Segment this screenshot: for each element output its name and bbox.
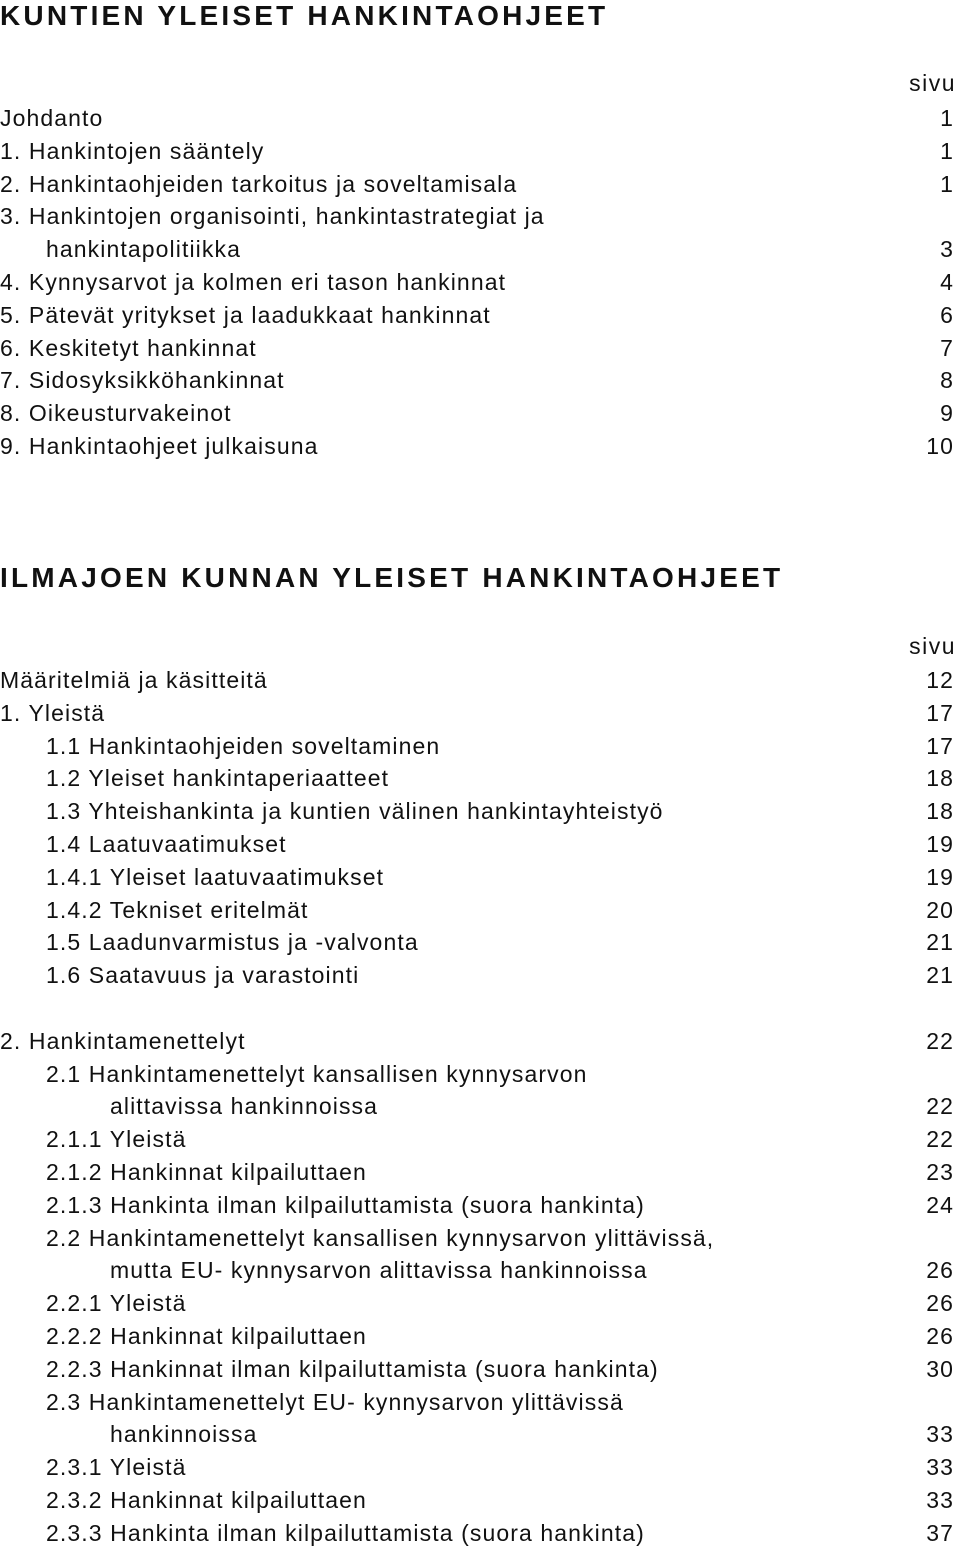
toc-entry-page: 21 [926, 929, 954, 956]
toc-entry [0, 762, 960, 795]
toc-entry-label: 1. Yleistä [0, 699, 106, 726]
toc-entry-continuation [0, 1418, 960, 1451]
toc-entry-page: 22 [926, 1126, 954, 1153]
toc-entry-label: 2.2.3 Hankinnat ilman kilpailuttamista (suora hankinta) [46, 1355, 659, 1382]
toc-entry-page: 4 [940, 268, 954, 295]
toc-entry [0, 1386, 960, 1419]
toc-entry [0, 299, 960, 332]
toc-entry-page: 8 [940, 367, 954, 394]
toc-entry [0, 364, 960, 397]
toc-entry-page: 23 [926, 1158, 954, 1185]
toc-entry-label: 2.2.1 Yleistä [46, 1290, 187, 1317]
toc-entry-page: 17 [926, 732, 954, 759]
toc-entry-page: 17 [926, 699, 954, 726]
toc-entry-page: 21 [926, 962, 954, 989]
toc-entry-page: 26 [926, 1290, 954, 1317]
toc-entry-label: 2.1.2 Hankinnat kilpailuttaen [46, 1158, 367, 1185]
toc-entry-label: 1.6 Saatavuus ja varastointi [46, 962, 360, 989]
toc-entry-page: 1 [940, 105, 954, 131]
toc-entry-label: 2. Hankintamenettelyt [0, 1027, 246, 1054]
toc-entry-page: 18 [926, 765, 954, 792]
toc-entry [0, 1484, 960, 1517]
toc-entry [0, 1517, 960, 1550]
toc-entry-page: 22 [926, 1027, 954, 1054]
toc-entry-page: 33 [926, 1454, 954, 1481]
toc-entry [0, 926, 960, 959]
toc-entry [0, 1353, 960, 1386]
toc-entry [0, 861, 960, 894]
toc-entry [0, 828, 960, 861]
toc-entry-label: 1.4 Laatuvaatimukset [46, 830, 287, 857]
toc-entry [0, 1320, 960, 1353]
toc-entry-label: 9. Hankintaohjeet julkaisuna [0, 432, 319, 459]
section2-title: ILMAJOEN KUNNAN YLEISET HANKINTAOHJEET [0, 562, 784, 593]
toc-entry [0, 135, 960, 168]
toc-entry [0, 795, 960, 828]
toc-entry-label: 1. Hankintojen sääntely [0, 137, 265, 164]
section2-page-column-header: sivu [909, 633, 956, 659]
toc-entry-label: 1.4.2 Tekniset eritelmät [46, 896, 309, 923]
toc-entry [0, 1123, 960, 1156]
toc-entry-page: 33 [926, 1486, 954, 1513]
toc-entry [0, 1222, 960, 1255]
toc-entry-page: 20 [926, 896, 954, 923]
toc-entry-label: 2.3.1 Yleistä [46, 1454, 187, 1481]
section1-title: KUNTIEN YLEISET HANKINTAOHJEET [0, 0, 609, 31]
toc-entry-label: 1.4.1 Yleiset laatuvaatimukset [46, 863, 385, 890]
toc-entry-label: 5. Pätevät yritykset ja laadukkaat hankinnat [0, 301, 491, 328]
toc-entry-label: mutta EU- kynnysarvon alittavissa hankinnoissa [110, 1257, 648, 1284]
toc-entry-page: 6 [940, 301, 954, 328]
toc-entry-page: 19 [926, 863, 954, 890]
toc-entry-label: Määritelmiä ja käsitteitä [0, 667, 268, 693]
toc-entry-page: 30 [926, 1355, 954, 1382]
toc-entry-page: 3 [940, 236, 954, 263]
toc-entry-label: 2.2 Hankintamenettelyt kansallisen kynnysarvon ylittävissä, [46, 1224, 715, 1251]
toc-entry-page: 26 [926, 1322, 954, 1349]
toc-entry-label: 1.5 Laadunvarmistus ja -valvonta [46, 929, 419, 956]
toc-entry-continuation [0, 1254, 960, 1287]
toc-entry [0, 1058, 960, 1091]
toc-entry-label: 7. Sidosyksikköhankinnat [0, 367, 285, 394]
toc-entry [0, 1287, 960, 1320]
toc-entry [0, 1451, 960, 1484]
toc-entry [0, 664, 960, 697]
toc-entry [0, 168, 960, 201]
toc-entry-label: 3. Hankintojen organisointi, hankintastrategiat ja [0, 203, 545, 230]
toc-entry [0, 1156, 960, 1189]
toc-entry-page: 22 [926, 1093, 954, 1120]
toc-entry-label: 2.1 Hankintamenettelyt kansallisen kynnysarvon [46, 1060, 588, 1087]
toc-entry-page: 33 [926, 1421, 954, 1448]
section1-page-column-header: sivu [909, 70, 956, 96]
toc-entry-label: 2.1.3 Hankinta ilman kilpailuttamista (suora hankinta) [46, 1191, 645, 1218]
toc-entry-page: 9 [940, 400, 954, 427]
toc-entry-page: 10 [926, 432, 954, 459]
toc-entry [0, 894, 960, 927]
toc-entry-continuation [0, 233, 960, 266]
section2-toc-list [0, 664, 960, 1550]
toc-entry-page: 37 [926, 1519, 954, 1546]
toc-entry-label: 2.3.3 Hankinta ilman kilpailuttamista (suora hankinta) [46, 1519, 645, 1546]
toc-entry [0, 697, 960, 730]
toc-entry [0, 266, 960, 299]
toc-entry-label: 6. Keskitetyt hankinnat [0, 334, 257, 361]
toc-entry [0, 1025, 960, 1058]
toc-entry-continuation [0, 1090, 960, 1123]
toc-entry [0, 332, 960, 365]
toc-entry-label: Johdanto [0, 105, 104, 131]
toc-entry-label: 1.2 Yleiset hankintaperiaatteet [46, 765, 390, 792]
toc-entry [0, 430, 960, 463]
toc-entry-page: 1 [940, 137, 954, 164]
toc-entry-label: 8. Oikeusturvakeinot [0, 400, 232, 427]
toc-entry-label: 2. Hankintaohjeiden tarkoitus ja soveltamisala [0, 170, 518, 197]
section1-toc-list [0, 102, 960, 463]
toc-entry-label: 2.2.2 Hankinnat kilpailuttaen [46, 1322, 367, 1349]
toc-entry [0, 397, 960, 430]
toc-entry-label: 4. Kynnysarvot ja kolmen eri tason hankinnat [0, 268, 507, 295]
toc-entry-page: 26 [926, 1257, 954, 1284]
toc-entry-page: 18 [926, 798, 954, 825]
toc-entry-label: 2.1.1 Yleistä [46, 1126, 187, 1153]
toc-entry-page: 12 [926, 667, 954, 693]
toc-entry-page: 7 [940, 334, 954, 361]
toc-entry-label: 1.1 Hankintaohjeiden soveltaminen [46, 732, 441, 759]
toc-entry [0, 102, 960, 135]
toc-entry [0, 1189, 960, 1222]
toc-entry [0, 959, 960, 992]
toc-entry-label: 2.3.2 Hankinnat kilpailuttaen [46, 1486, 367, 1513]
toc-entry-label: 2.3 Hankintamenettelyt EU- kynnysarvon ylittävissä [46, 1388, 624, 1415]
toc-entry [0, 730, 960, 763]
toc-entry-label: alittavissa hankinnoissa [110, 1093, 379, 1120]
toc-entry-page: 24 [926, 1191, 954, 1218]
toc-entry-page: 1 [940, 170, 954, 197]
toc-entry-label: hankinnoissa [110, 1421, 258, 1448]
toc-entry-label: hankintapolitiikka [46, 236, 241, 263]
toc-entry-page: 19 [926, 830, 954, 857]
toc-entry-label: 1.3 Yhteishankinta ja kuntien välinen hankintayhteistyö [46, 798, 664, 825]
toc-entry [0, 200, 960, 233]
